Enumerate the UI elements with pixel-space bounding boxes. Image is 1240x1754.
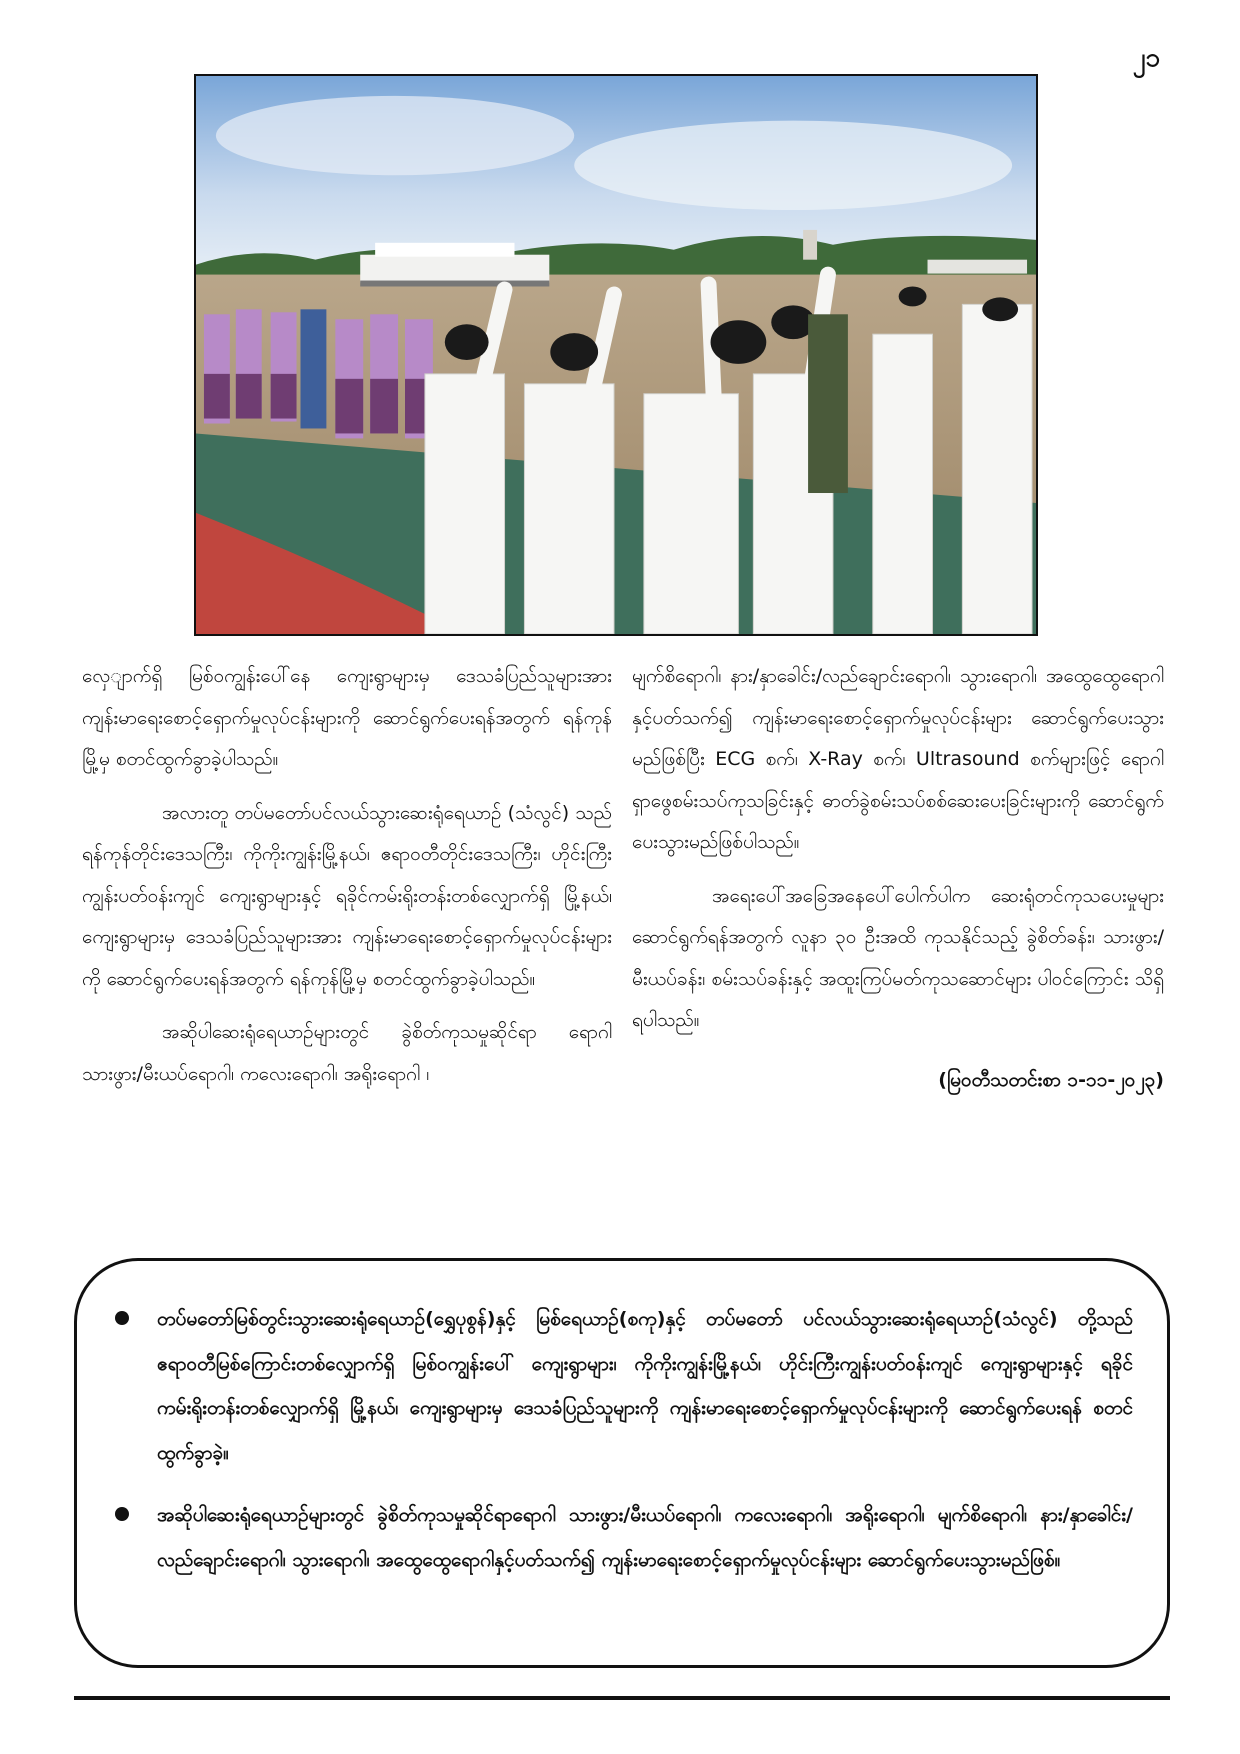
summary-item-text: အဆိုပါဆေးရုံရေယာဉ်များတွင် ခွဲစိတ်ကုသမှုဆိုင်ရာရောဂါ သားဖွား/မီးယပ်ရောဂါ၊ ကလေးရောဂါ၊ အရိုးရောဂါ၊ မျက်စိရောဂါ၊ နား/နှာခေါင်း/လည်ချောင်းရောဂါ၊ သွားရောဂါ၊ အထွေထွေရောဂါနှင့်ပတ်သက်၍ ကျန်းမာရေးစောင့်ရှောက်မှုလုပ်ငန်းများ ဆောင်ရွက်ပေးသွားမည်ဖြစ်။ <box>157 1504 1133 1571</box>
article-left-column <box>82 656 612 1107</box>
photo-ship-farewell <box>196 76 1036 634</box>
bullet-icon <box>115 1507 129 1521</box>
article-right-column <box>632 656 1164 1113</box>
bullet-icon <box>115 1311 129 1325</box>
summary-item <box>113 1297 1133 1475</box>
summary-list <box>113 1297 1133 1582</box>
article-paragraph: အဆိုပါဆေးရုံရေယာဉ်များတွင် ခွဲစိတ်ကုသမှုဆိုင်ရာ ရောဂါ သားဖွား/မီးယပ်ရောဂါ၊ ကလေးရောဂါ၊ အရိုးရောဂါ ၊ <box>82 1021 612 1085</box>
article-source: (မြဝတီသတင်းစာ ၁-၁၁-၂၀၂၃) <box>938 1068 1164 1091</box>
summary-box <box>74 1258 1170 1668</box>
summary-item-text: တပ်မတော်မြစ်တွင်းသွားဆေးရုံရေယာဉ်(ရွှေပုစွန်)နှင့် မြစ်ရေယာဉ်(စကု)နှင့် တပ်မတော် ပင်လယ်သွားဆေးရုံရေယာဉ်(သံလွင်) တို့သည် ဧရာဝတီမြစ်ကြောင်းတစ်လျှောက်ရှိ မြစ်ဝကျွန်းပေါ် ကျေးရွာများ၊ ကိုကိုးကျွန်းမြို့နယ်၊ ဟိုင်းကြီးကျွန်းပတ်ဝန်းကျင် ကျေးရွာများနှင့် ရခိုင်ကမ်းရိုးတန်းတစ်လျှောက်ရှိ မြို့နယ်၊ ကျေးရွာများမှ ဒေသခံပြည်သူများကို ကျန်းမာရေးစောင့်ရှောက်မှုလုပ်ငန်းများကို ဆောင်ရွက်ပေးရန် စတင်ထွက်ခွာခဲ့။ <box>157 1308 1133 1464</box>
footer-divider <box>74 1696 1170 1700</box>
article-paragraph: မျက်စိရောဂါ၊ နား/နှာခေါင်း/လည်ချောင်းရောဂါ၊ သွားရောဂါ၊ အထွေထွေရောဂါနှင့်ပတ်သက်၍ ကျန်းမာရေးစောင့်ရှောက်မှုလုပ်ငန်းများ ဆောင်ရွက်ပေးသွားမည်ဖြစ်ပြီး ECG စက်၊ X-Ray စက်၊ Ultrasound စက်များဖြင့် ရောဂါရှာဖွေစမ်းသပ်ကုသခြင်းနှင့် ဓာတ်ခွဲစမ်းသပ်စစ်ဆေးပေးခြင်းများကို ဆောင်ရွက်ပေးသွားမည်ဖြစ်ပါသည်။ <box>632 665 1164 853</box>
page-number: ၂၁ <box>1132 43 1160 73</box>
article-paragraph: လှေျာက်ရှိ မြစ်ဝကျွန်းပေါ်နေ ကျေးရွာများမှ ဒေသခံပြည်သူများအား ကျန်းမာရေးစောင့်ရှောက်မှုလုပ်ငန်းများကို ဆောင်ရွက်ပေးရန်အတွက် ရန်ကုန်မြို့မှ စတင်ထွက်ခွာခဲ့ပါသည်။ <box>82 665 612 770</box>
article-paragraph: အရေးပေါ်အခြေအနေပေါ်ပေါက်ပါက ဆေးရုံတင်ကုသပေးမှုများဆောင်ရွက်ရန်အတွက် လူနာ ၃၀ ဦးအထိ ကုသနိုင်သည့် ခွဲစိတ်ခန်း၊ သားဖွား/မီးယပ်ခန်း၊ စမ်းသပ်ခန်းနှင့် အထူးကြပ်မတ်ကုသဆောင်များ ပါဝင်ကြောင်း သိရှိရပါသည်။ <box>632 884 1164 1031</box>
news-photo <box>194 74 1038 636</box>
summary-item <box>113 1493 1133 1582</box>
article-paragraph: အလားတူ တပ်မတော်ပင်လယ်သွားဆေးရုံရေယာဉ် (သံလွင်) သည် ရန်ကုန်တိုင်းဒေသကြီး၊ ကိုကိုးကျွန်းမြို့နယ်၊ ဧရာဝတီတိုင်းဒေသကြီး၊ ဟိုင်းကြီးကျွန်းပတ်ဝန်းကျင် ကျေးရွာများနှင့် ရခိုင်ကမ်းရိုးတန်းတစ်လျှောက်ရှိ မြို့နယ်၊ ကျေးရွာများမှ ဒေသခံပြည်သူများအား ကျန်းမာရေးစောင့်ရှောက်မှုလုပ်ငန်းများကို ဆောင်ရွက်ပေးရန်အတွက် ရန်ကုန်မြို့မှ စတင်ထွက်ခွာခဲ့ပါသည်။ <box>82 801 612 990</box>
